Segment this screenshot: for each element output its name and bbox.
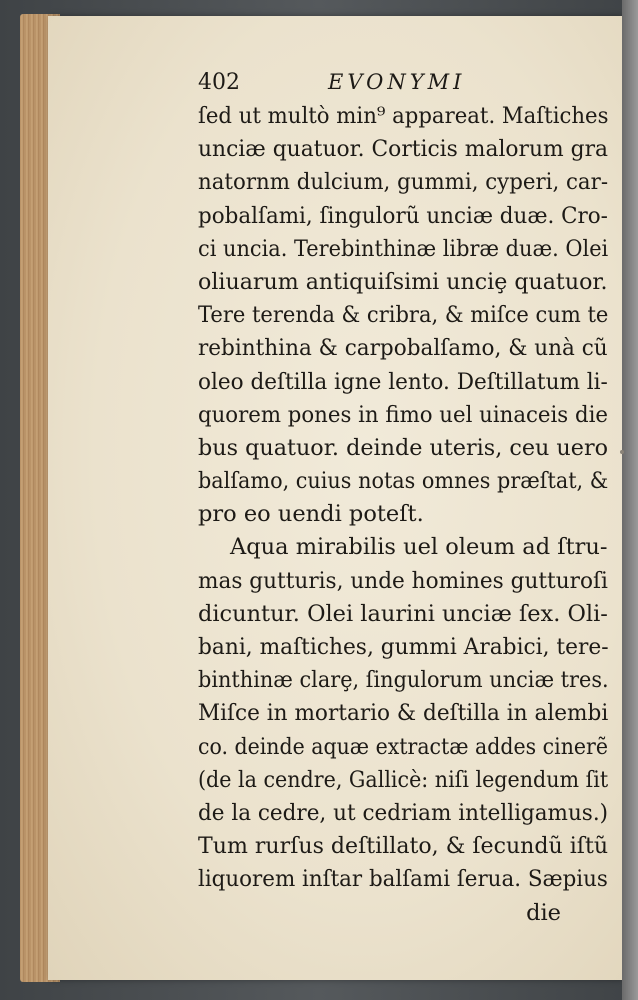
text-line: oleo deſtilla igne lento. Deſtillatum li- xyxy=(198,368,608,395)
text-line: pobalſami, ſingulorũ unciæ duæ. Cro- xyxy=(198,202,608,229)
text-line: rebinthina & carpobalſamo, & unà cũ xyxy=(198,335,608,362)
text-line: bus quatuor. deinde uteris, ceu uero xyxy=(198,434,609,461)
text-line: oliuarum antiquiſsimi unciȩ quatuor. xyxy=(198,268,608,295)
text-line: liquorem inſtar balſami ſerua. Sæpius xyxy=(198,866,608,893)
text-line: ci uncia. Terebinthinæ libræ duæ. Olei xyxy=(198,235,609,262)
page-header xyxy=(148,70,603,100)
text-line: natornm dulcium, gummi, cyperi, car- xyxy=(198,169,609,196)
text-line: bani, maſtiches, gummi Arabici, tere- xyxy=(198,634,609,660)
text-line: dicuntur. Olei laurini unciæ ſex. Oli- xyxy=(198,600,608,627)
text-line: Tum rurſus deſtillato, & ſecundũ iſtũ xyxy=(198,833,609,860)
binding-shadow xyxy=(622,0,638,1000)
paragraph-start-line: Aqua mirabilis uel oleum ad ſtru- xyxy=(230,534,608,561)
text-line: co. deinde aquæ extractæ addes cinerẽ xyxy=(198,733,608,760)
text-line: pro eo uendi poteſt. xyxy=(198,501,424,528)
text-line: Tere terenda & cribra, & miſce cum te xyxy=(198,302,609,329)
ink-speck xyxy=(620,450,624,454)
page-text-block xyxy=(148,70,609,930)
catchword: die xyxy=(526,899,561,926)
running-title: EVONYMI xyxy=(328,70,466,94)
text-line: binthinæ clarȩ, ſingulorum unciæ tres. xyxy=(198,667,609,694)
text-line: quorem pones in fimo uel uinaceis die xyxy=(198,401,608,428)
text-line: mas gutturis, unde homines gutturoſi xyxy=(198,567,608,594)
text-line: Miſce in mortario & deſtilla in alembi xyxy=(198,700,609,727)
text-line: balſamo, cuius notas omnes præſtat, & xyxy=(198,468,609,495)
text-line: (de la cendre, Gallicè: niſi legendum ſit xyxy=(198,766,609,793)
page-number: 402 xyxy=(198,70,240,95)
text-line: unciæ quatuor. Corticis malorum gra xyxy=(198,136,608,163)
text-line: ſed ut multò min⁹ appareat. Maſtiches xyxy=(198,103,609,129)
text-line: de la cedre, ut cedriam intelligamus.) xyxy=(198,799,609,826)
